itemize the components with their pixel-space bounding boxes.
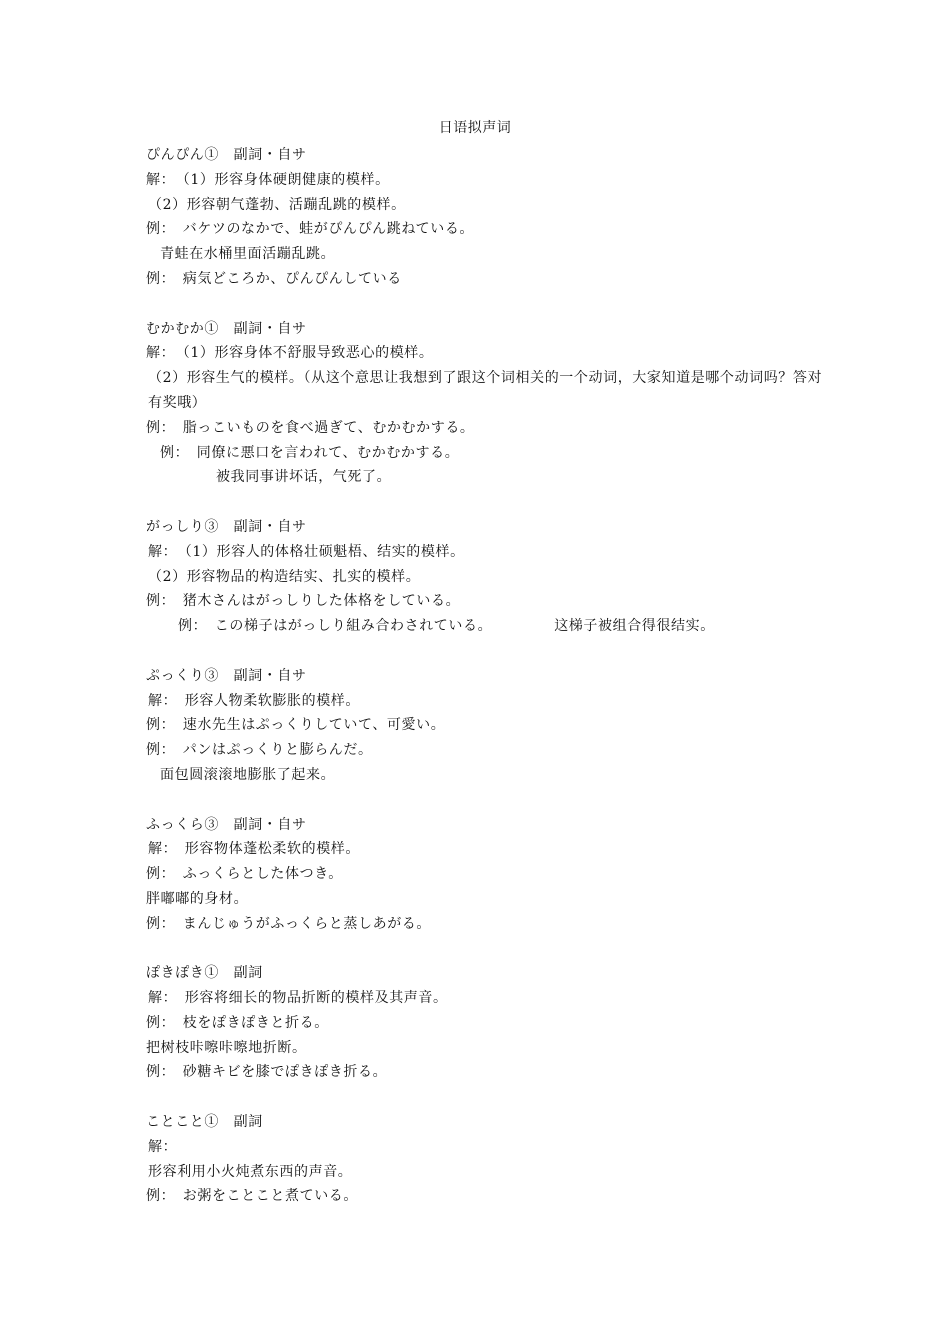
definition-line: 解： （1）形容身体不舒服导致恶心的模样。 (146, 345, 434, 362)
entry-heading: ぴんぴん① 副詞・自サ (146, 147, 307, 163)
definition-line: 解： （1）形容人的体格壮硕魁梧、结实的模样。 (148, 543, 465, 560)
entry-heading: ぷっくり③ 副詞・自サ (146, 667, 307, 684)
entry-pukkuri (146, 664, 826, 788)
entry-kotokoto (146, 1110, 826, 1209)
translation-line: 胖嘟嘟的身材。 (146, 890, 249, 907)
translation-line: 把树枝咔嚓咔嚓地折断。 (146, 1039, 307, 1056)
example-line: 例： 病気どころか、ぴんぴんしている (146, 270, 402, 287)
example-line: 例： バケツのなかで、蛙がぴんぴん跳ねている。 (146, 221, 475, 238)
translation-line: 被我同事讲坏话，气死了。 (216, 469, 392, 486)
definition-line: 解： 形容将细长的物品折断的模样及其声音。 (148, 990, 448, 1007)
example-text: 例： この梯子はがっしり組み合わされている。 (178, 618, 493, 635)
spacer (146, 788, 826, 813)
document-body (146, 143, 826, 1209)
example-line: 例： まんじゅうがふっくらと蒸しあがる。 (146, 915, 431, 932)
entry-pinpin (146, 143, 826, 292)
example-line: 例： 脂っこいものを食べ過ぎて、むかむかする。 (146, 419, 475, 436)
entry-heading: がっしり③ 副詞・自サ (146, 518, 307, 535)
example-line (146, 614, 826, 639)
entry-heading: ぽきぽき① 副詞 (146, 965, 263, 982)
definition-line: 形容利用小火炖煮东西的声音。 (148, 1163, 353, 1180)
spacer (146, 292, 826, 317)
example-line: 例： 同僚に悪口を言われて、むかむかする。 (160, 444, 460, 461)
entry-gasshiri (146, 515, 826, 639)
spacer (146, 937, 826, 962)
definition-line: 解： 形容物体蓬松柔软的模样。 (148, 841, 360, 858)
definition-line: （2）形容生气的模样。（从这个意思让我想到了跟这个词相关的一个动词，大家知道是哪个动词吗？答对有奖哦） (148, 370, 823, 411)
example-line: 例： ふっくらとした体つき。 (146, 866, 343, 883)
spacer (146, 639, 826, 664)
entry-fukkura (146, 813, 826, 937)
spacer (146, 490, 826, 515)
example-line: 例： 枝をぽきぽきと折る。 (146, 1014, 329, 1031)
entry-mukamuka (146, 317, 826, 491)
entry-heading: ことこと① 副詞 (146, 1114, 263, 1131)
definition-line: （2）形容朝气蓬勃、活蹦乱跳的模样。 (148, 196, 406, 213)
example-line: 例： 猪木さんはがっしりした体格をしている。 (146, 593, 461, 610)
definition-label: 解： (148, 1138, 178, 1155)
entry-heading: ふっくら③ 副詞・自サ (146, 816, 307, 833)
example-line: 例： 速水先生はぷっくりしていて、可愛い。 (146, 717, 446, 734)
spacer (146, 1085, 826, 1110)
translation-line: 面包圆滚滚地膨胀了起来。 (160, 766, 336, 783)
example-line: 例： 砂糖キビを膝でぽきぽき折る。 (146, 1064, 388, 1081)
example-line: 例： パンはぷっくりと膨らんだ。 (146, 742, 373, 759)
translation-line: 青蛙在水桶里面活蹦乱跳。 (160, 246, 336, 263)
definition-line: 解： 形容人物柔软膨胀的模样。 (148, 692, 360, 709)
entry-pokipoki (146, 961, 826, 1085)
entry-heading: むかむか① 副詞・自サ (146, 320, 307, 337)
definition-line: （2）形容物品的构造结实、扎实的模样。 (148, 568, 421, 585)
definition-line: 解： （1）形容身体硬朗健康的模样。 (146, 171, 390, 188)
translation-text: 这梯子被组合得很结实。 (554, 618, 715, 635)
page-title: 日语拟声词 (438, 120, 512, 136)
example-line: 例： お粥をことこと煮ている。 (146, 1188, 358, 1205)
